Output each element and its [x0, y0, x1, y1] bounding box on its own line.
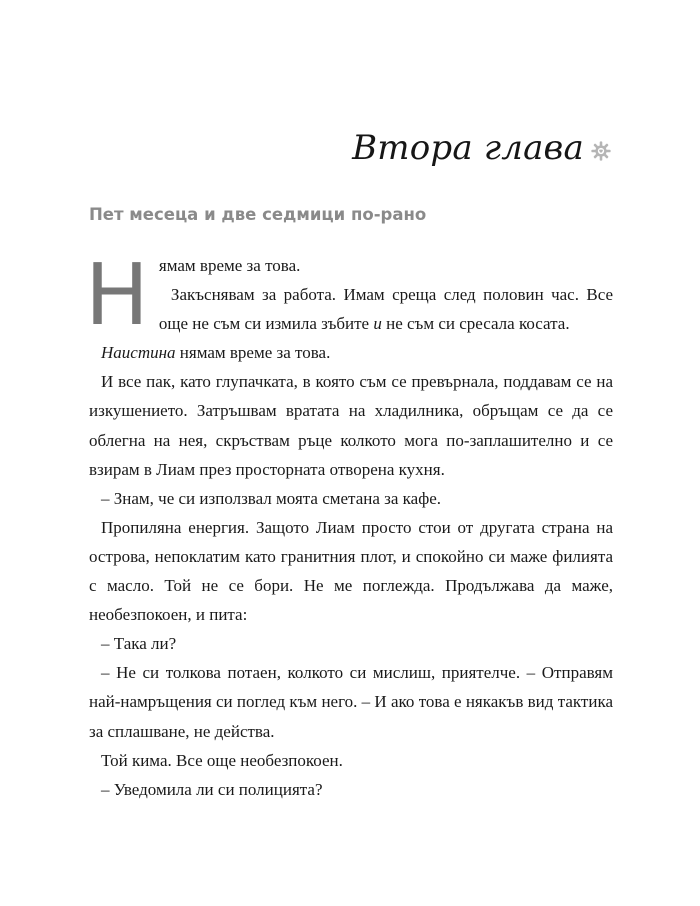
drop-cap: Н	[85, 246, 149, 345]
paragraph-text: ямам време за това.	[158, 256, 301, 275]
chapter-body	[85, 246, 613, 804]
paragraph-text: не съм си сресала косата.	[381, 314, 570, 334]
chapter-heading	[352, 128, 612, 168]
sun-gear-icon	[590, 140, 612, 162]
emphasis-text: и	[373, 314, 382, 334]
paragraph: Той кима. Все още необезпокоен.	[101, 750, 343, 770]
paragraph-text: Закъснявам за работа. Имам среща след половин час. Все още не съм си измила зъбите	[158, 285, 613, 334]
paragraph-text: нямам време за това.	[175, 343, 331, 363]
paragraph: – Уведомила ли си полицията?	[101, 779, 323, 799]
paragraph: – Така ли?	[101, 634, 177, 654]
paragraph: Пропиляна енергия. Защото Лиам просто стои от другата страна на острова, непоклатим като гранитния плот, и спокойно си маже филията с масло. Той не се бори. Не ме поглежда. Продължава да маже, необезпокоен, и пита:	[89, 517, 613, 625]
paragraph	[89, 338, 613, 367]
emphasis-text: Наистина	[101, 343, 176, 363]
paragraph: И все пак, като глупачката, в която съм се превърнала, поддавам се на изкушението. Затръшвам вратата на хладилника, обръщам се да се облегна на нея, скръствам ръце колкото мога по-заплашително и се взирам в Лиам през просторната отворена кухня.	[89, 372, 613, 479]
chapter-subtitle: Пет месеца и две седмици по-рано	[89, 205, 427, 224]
paragraph: – Знам, че си използвал моята сметана за кафе.	[101, 488, 441, 508]
chapter-title: Втора глава	[352, 128, 584, 168]
paragraph: – Не си толкова потаен, колкото си мислиш, приятелче. – Отправям най-намръщения си поглед към него. – И ако това е някакъв вид тактика за сплашване, не действа.	[89, 663, 613, 741]
paragraph	[89, 280, 613, 338]
